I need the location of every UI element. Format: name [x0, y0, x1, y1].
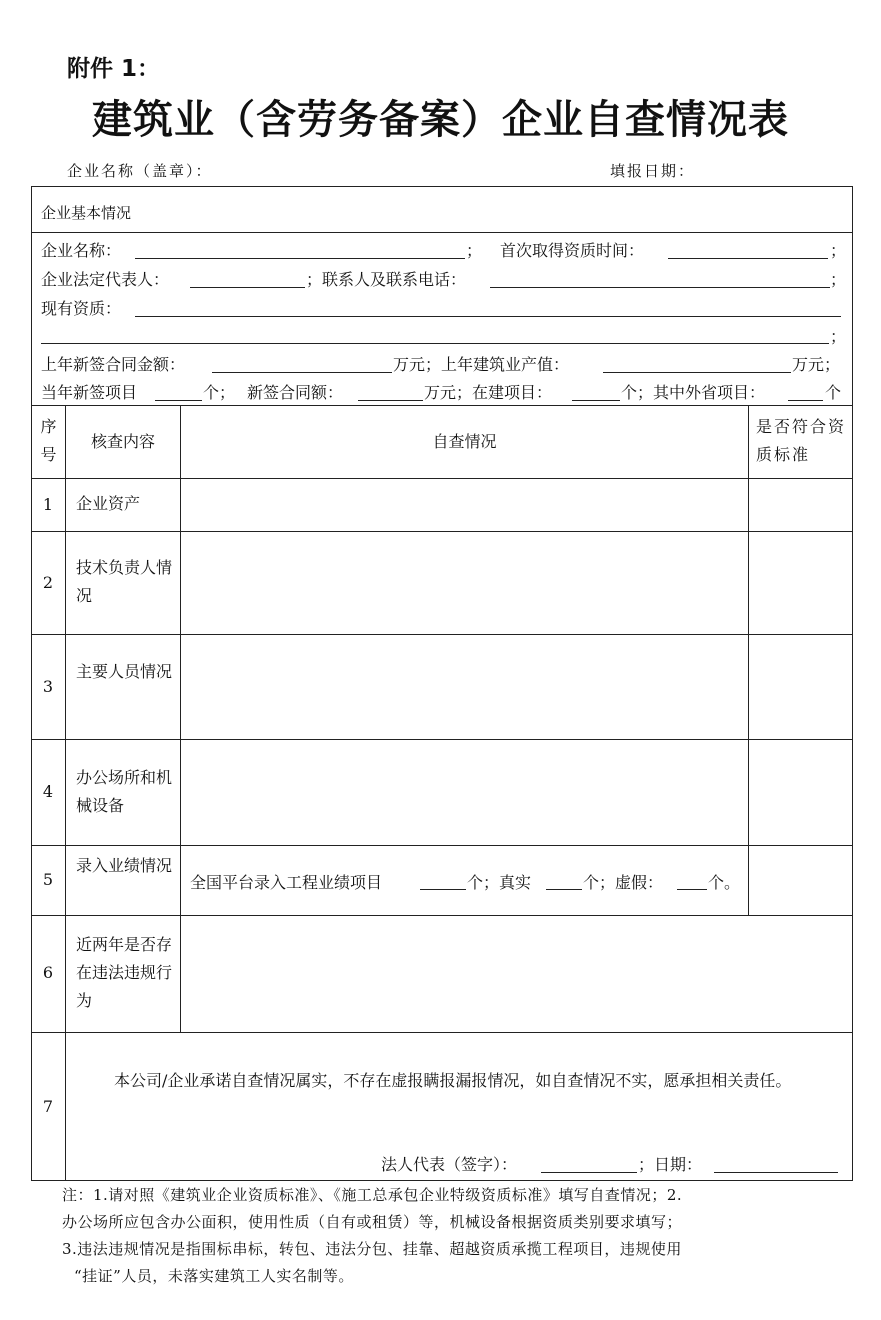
current-qual-label: 现有资质：	[41, 299, 122, 318]
last-year-contract-blank[interactable]	[212, 372, 392, 373]
sign-date-blank[interactable]	[714, 1172, 838, 1173]
row5-blank-true[interactable]	[546, 889, 582, 890]
new-contract-amount-label: 新签合同额：	[247, 383, 344, 402]
company-name-stamp-label: 企业名称（盖章）：	[67, 162, 213, 180]
legal-rep-blank[interactable]	[190, 287, 305, 288]
note-line: 办公场所应包含办公面积，使用性质（自有或租赁）等，机械设备根据资质类别要求填写；	[62, 1213, 683, 1231]
semicolon: ；	[830, 327, 847, 346]
company-name-blank[interactable]	[135, 258, 465, 259]
row5-blank-false[interactable]	[677, 889, 707, 890]
header-self-check: 自查情况	[432, 432, 497, 451]
row5-text: 个；真实	[467, 873, 532, 892]
divider	[65, 405, 66, 1181]
current-qual-blank[interactable]	[135, 316, 841, 317]
semicolon: ；	[830, 270, 847, 289]
first-qual-time-blank[interactable]	[668, 258, 828, 259]
check-item: 技术负责人情况	[76, 558, 173, 605]
divider	[180, 405, 181, 1032]
row-number: 1	[42, 495, 54, 514]
row-number: 4	[42, 782, 54, 801]
legal-rep-label: 企业法定代表人：	[41, 270, 170, 289]
pledge-text: 本公司/企业承诺自查情况属实，不存在虚报瞒报漏报情况，如自查情况不实，愿承担相关责任。	[114, 1071, 792, 1090]
in-progress-blank[interactable]	[572, 400, 620, 401]
check-item: 企业资产	[76, 494, 141, 513]
last-year-output-label: 万元；上年建筑业产值：	[393, 355, 570, 374]
semicolon: ；	[830, 241, 847, 260]
row-number: 6	[42, 963, 54, 982]
out-of-province-label: 个；其中外省项目：	[621, 383, 766, 402]
current-qual-blank-2[interactable]	[41, 343, 829, 344]
first-qual-time-label: 首次取得资质时间：	[500, 241, 645, 260]
sign-date-label: ；日期：	[638, 1155, 703, 1174]
note-line: 3.违法违规情况是指围标串标，转包、违法分包、挂靠、超越资质承揽工程项目，违规使用	[62, 1240, 682, 1258]
note-line: 注：1.请对照《建筑业企业资质标准》、《施工总承包企业特级资质标准》填写自查情况；2.	[62, 1186, 683, 1204]
divider	[31, 845, 853, 846]
header-no: 序号	[40, 417, 57, 464]
header-compliance: 是否符合资质标准	[756, 417, 847, 464]
wan-yuan-unit: 万元；	[792, 355, 841, 374]
note-line: “挂证”人员，未落实建筑工人实名制等。	[74, 1267, 354, 1285]
row-number: 5	[42, 870, 54, 889]
ge-unit: 个	[825, 383, 842, 402]
divider	[31, 1032, 853, 1033]
legal-rep-sign-blank[interactable]	[541, 1172, 637, 1173]
this-year-projects-label: 当年新签项目	[41, 383, 138, 402]
basic-info-heading: 企业基本情况	[41, 204, 132, 222]
legal-rep-sign-label: 法人代表（签字）：	[381, 1155, 518, 1174]
divider	[31, 739, 853, 740]
out-of-province-blank[interactable]	[788, 400, 823, 401]
attachment-label: 附件 1：	[67, 56, 161, 82]
check-item: 办公场所和机械设备	[76, 768, 173, 815]
divider	[31, 232, 853, 233]
row-number: 2	[42, 573, 54, 592]
row-number: 3	[42, 677, 54, 696]
header-item: 核查内容	[90, 432, 155, 451]
last-year-output-blank[interactable]	[603, 372, 791, 373]
divider	[31, 915, 853, 916]
semicolon: ；	[466, 241, 483, 260]
contact-blank[interactable]	[490, 287, 830, 288]
ge-unit: 个；	[203, 383, 236, 402]
last-year-contract-label: 上年新签合同金额：	[41, 355, 186, 374]
divider	[31, 478, 853, 479]
divider	[31, 531, 853, 532]
row5-blank-total[interactable]	[420, 889, 466, 890]
check-item: 录入业绩情况	[76, 856, 173, 875]
form-title: 建筑业（含劳务备案）企业自查情况表	[92, 96, 789, 143]
row5-text: 个。	[708, 873, 741, 892]
fill-date-label: 填报日期：	[610, 162, 696, 180]
divider	[31, 405, 853, 406]
company-name-label: 企业名称：	[41, 241, 122, 260]
row-number: 7	[42, 1097, 54, 1116]
notes	[62, 1182, 842, 1290]
divider	[31, 634, 853, 635]
contact-label: ；联系人及联系电话：	[306, 270, 467, 289]
new-contract-amount-blank[interactable]	[358, 400, 423, 401]
check-item: 主要人员情况	[76, 662, 173, 681]
divider	[748, 405, 749, 915]
this-year-projects-blank[interactable]	[155, 400, 202, 401]
row5-text: 个；虚假：	[583, 873, 664, 892]
check-item: 近两年是否存在违法违规行为	[76, 935, 173, 1010]
in-progress-label: 万元；在建项目：	[424, 383, 553, 402]
row5-text: 全国平台录入工程业绩项目	[190, 873, 383, 892]
